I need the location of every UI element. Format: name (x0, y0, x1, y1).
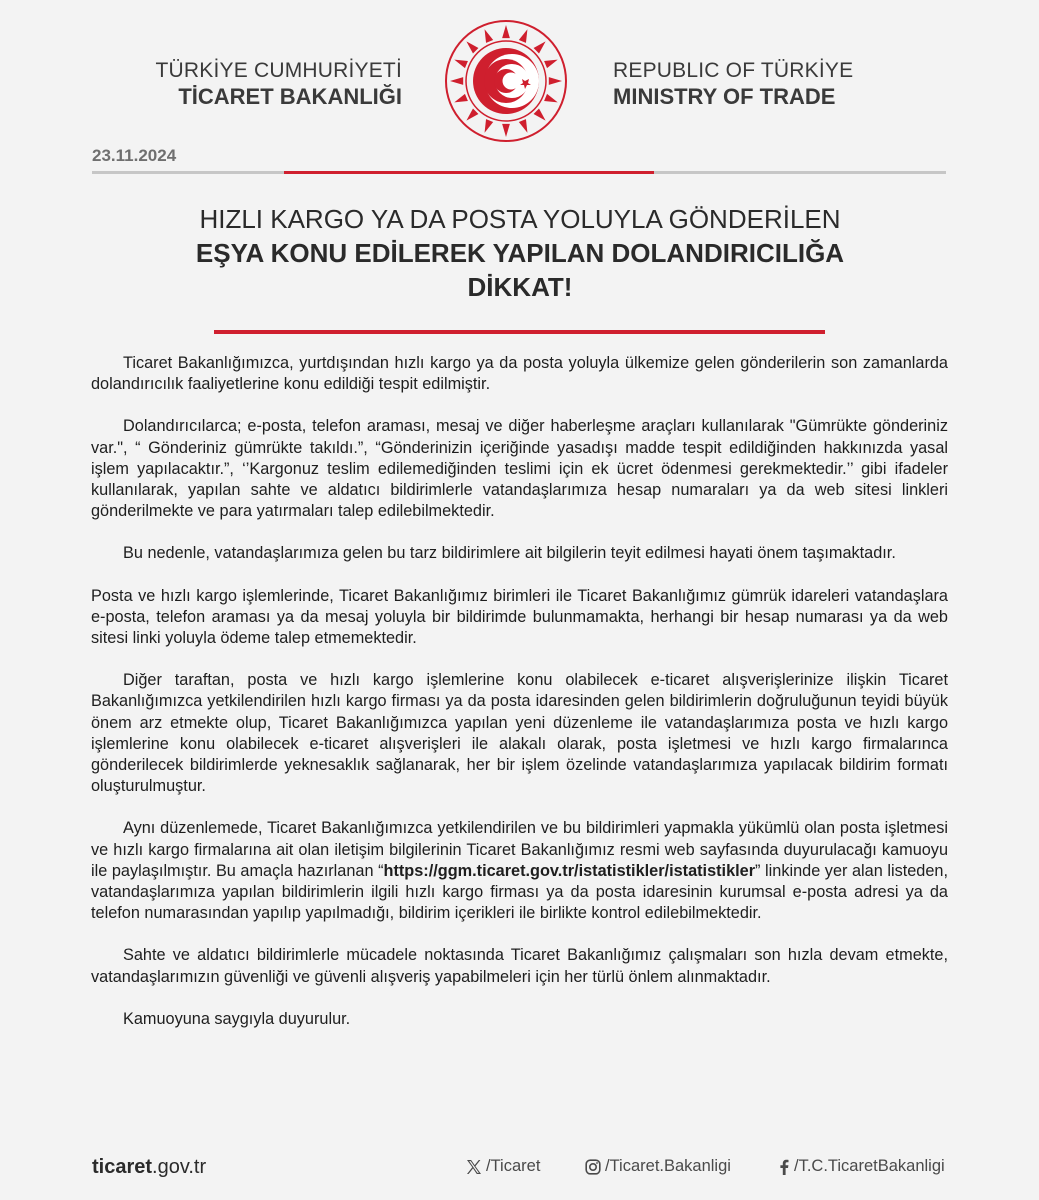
seal-ray (485, 29, 494, 43)
ministry-seal-icon (443, 18, 569, 144)
seal-ray (544, 60, 558, 69)
document-body (91, 353, 948, 1051)
seal-ray (544, 94, 558, 103)
paragraph: Ticaret Bakanlığımızca, yurtdışından hızlı kargo ya da posta yoluyla ülkemize gelen gönderilerin son zamanlarda dolandırıcılık faaliyetlerine konu edildiği tespit edilmiştir. (91, 354, 948, 394)
x-social-link[interactable] (466, 1157, 540, 1176)
instagram-social-link[interactable] (585, 1157, 731, 1176)
paragraph-text: ” linkinde yer alan listeden, vatandaşlarımıza yapılan bildirimlerin ilgili hızlı kargo firması ya da posta idaresinin kurumsal e-posta adresi ya da telefon numarasından yapılıp yapılmadığı, bildirim içerikleri ile birlikte kontrol edilebilmektedir. (91, 861, 948, 923)
header-left (150, 58, 402, 110)
facebook-handle: /T.C.TicaretBakanligi (794, 1157, 945, 1175)
x-logo-icon (466, 1159, 482, 1175)
facebook-icon (778, 1159, 790, 1175)
website-link[interactable] (92, 1156, 206, 1179)
seal-ray (466, 41, 478, 53)
brand-bold: ticaret (92, 1156, 153, 1178)
document-title (80, 202, 960, 304)
seal-ray (485, 119, 494, 133)
x-handle: /Ticaret (486, 1157, 541, 1175)
header-left-line2: TİCARET BAKANLIĞI (178, 84, 402, 109)
seal-ray (450, 77, 463, 85)
paragraph: Posta ve hızlı kargo işlemlerinde, Ticaret Bakanlığımız birimleri ile Ticaret Bakanlığımız gümrük idareleri vatandaşlara e-posta, telefon araması ya da mesaj yoluyla bir bildirimde bulunmamakta, herhangi bir hesap numarası ya da web sitesi linki yoluyla ödeme talep etmemektedir. (91, 586, 948, 648)
facebook-social-link[interactable] (778, 1157, 945, 1176)
instagram-handle: /Ticaret.Bakanligi (605, 1157, 731, 1175)
closing-line: Kamuoyuna saygıyla duyurulur. (123, 1009, 351, 1028)
seal-ray (534, 109, 546, 121)
title-line1: HIZLI KARGO YA DA POSTA YOLUYLA GÖNDERİLEN (199, 204, 841, 234)
paragraph-with-link (91, 818, 948, 924)
seal-ray (519, 119, 528, 133)
seal-ray (454, 60, 468, 69)
title-line3: DİKKAT! (467, 272, 573, 302)
paragraph: Dolandırıcılarca; e-posta, telefon araması, mesaj ve diğer haberleşme araçları kullanılarak "Gümrükte gönderiniz var.", “ Gönderiniz gümrükte takıldı.”, “Gönderinizin içeriğinde yasadışı madde tespit edildiğinden hakkınızda yasal işlem yapılacaktır.”, ‘’Kargonuz teslim edilemediğinden teslimi için ek ücret ödenmesi gerekmektedir.’’ gibi ifadeler kullanılarak, yapılan sahte ve aldatıcı bildirimlerle vatandaşlarımıza hesap numaraları ya da web sitesi linkleri gönderilmekte ve para yatırmaları talep edilebilmektedir. (91, 417, 948, 521)
brand-domain: .gov.tr (152, 1156, 207, 1178)
header-right-line1: REPUBLIC OF TÜRKİYE (613, 59, 854, 82)
seal-ray (519, 29, 528, 43)
seal-ray (466, 109, 478, 121)
header-left-line1: TÜRKİYE CUMHURİYETİ (155, 59, 402, 82)
document-date: 23.11.2024 (92, 146, 177, 165)
header-right (613, 58, 873, 110)
top-divider (92, 171, 946, 174)
title-line2: EŞYA KONU EDİLEREK YAPILAN DOLANDIRICILIĞA (195, 238, 845, 268)
seal-ray (502, 25, 510, 38)
seal-ray (549, 77, 562, 85)
seal-ray (502, 124, 510, 137)
instagram-icon (585, 1159, 601, 1175)
seal-ray (454, 94, 468, 103)
paragraph-text: Aynı düzenlemede, Ticaret Bakanlığımızca yetkilendirilen ve bu bildirimleri yapmakla yükümlü olan posta işletmesi ve hızlı kargo firmalarına ait olan iletişim bilgilerinin Ticaret Bakanlığımız resmi web sayfasında duyurulacağı kamuoyu ile paylaşılmıştır. Bu amaçla hazırlanan “ (91, 819, 948, 880)
top-divider-accent (284, 171, 654, 174)
paragraph: Diğer taraftan, posta ve hızlı kargo işlemlerine konu olabilecek e-ticaret alışverişlerinize ilişkin Ticaret Bakanlığımızca yetkilendirilen hızlı kargo firması ya da posta idaresinden gelen bildirimlerin doğruluğunun teyidi büyük önem arz etmekte olup, Ticaret Bakanlığımızca yapılan yeni düzenleme ile vatandaşlarımıza posta ve hızlı kargo işlemlerine konu olabilecek e-ticaret alışverişleri ile alakalı olarak, posta işletmesi ve hızlı kargo firmalarınca gönderilecek bildirimlerde yeknesaklık sağlanarak, her bir işlem özelinde vatandaşlarımıza yapılacak bildirim formatı oluşturulmuştur. (91, 671, 948, 796)
paragraph: Sahte ve aldatıcı bildirimlerle mücadele noktasında Ticaret Bakanlığımız çalışmaları son hızla devam etmekte, vatandaşlarımızın güvenliği ve güvenli alışveriş yapabilmeleri için her türlü önlem alınmaktadır. (91, 946, 948, 986)
title-divider (214, 330, 825, 334)
paragraph: Bu nedenle, vatandaşlarımıza gelen bu tarz bildirimlere ait bilgilerin teyit edilmesi hayati önem taşımaktadır. (123, 544, 896, 563)
seal-ray (534, 41, 546, 53)
header-right-line2: MINISTRY OF TRADE (613, 84, 836, 109)
statistics-link[interactable]: https://ggm.ticaret.gov.tr/istatistikler/istatistikler (383, 861, 756, 880)
